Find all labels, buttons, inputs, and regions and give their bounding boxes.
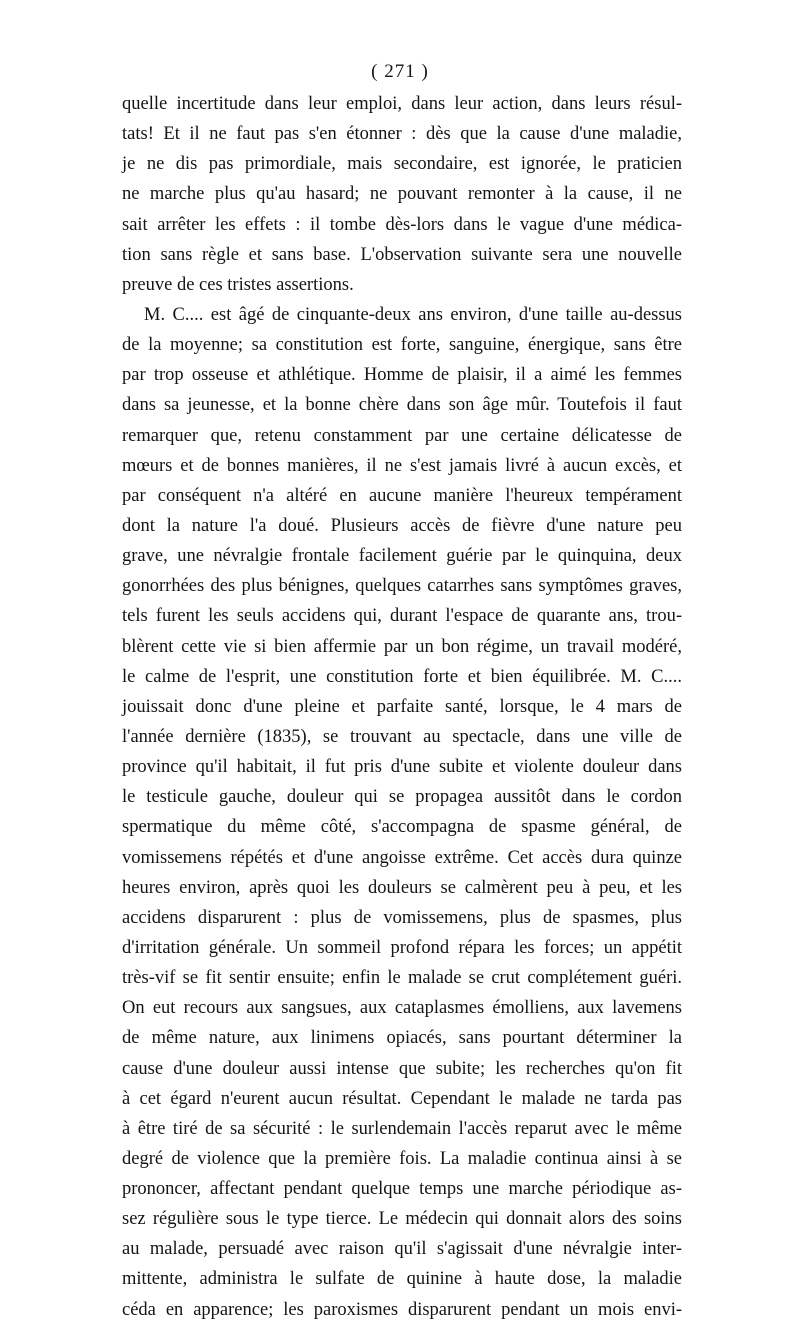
text-line: prononcer, affectant pendant quelque temps une marche périodique as- [122,1179,682,1200]
text-line: l'année dernière (1835), se trouvant au spectacle, dans une ville de [122,726,682,747]
text-line: province qu'il habitait, il fut pris d'une subite et violente douleur dans [122,757,682,778]
text-line: sez régulière sous le type tierce. Le médecin qui donnait alors des soins [122,1209,682,1230]
text-line: quelle incertitude dans leur emploi, dans leur action, dans leurs résul- [122,94,682,114]
text-line: au malade, persuadé avec raison qu'il s'agissait d'une névralgie inter- [122,1239,682,1260]
text-line: sait arrêter les effets : il tombe dès-lors dans le vague d'une médica- [122,214,682,235]
text-line: mœurs et de bonnes manières, il ne s'est jamais livré à aucun excès, et [122,455,682,476]
text-line: spermatique du même côté, s'accompagna de spasme général, de [122,817,682,838]
text-line: de même nature, aux linimens opiacés, sans pourtant déterminer la [122,1028,682,1049]
body-text [122,89,682,1325]
text-line: heures environ, après quoi les douleurs se calmèrent peu à peu, et les [122,877,682,898]
text-line: à cet égard n'eurent aucun résultat. Cependant le malade ne tarda pas [122,1088,682,1109]
text-line: remarquer que, retenu constamment par une certaine délicatesse de [122,425,682,446]
text-line: grave, une névralgie frontale facilement guérie par le quinquina, deux [122,546,682,567]
text-line: à être tiré de sa sécurité : le surlendemain l'accès reparut avec le même [122,1118,682,1139]
text-line: preuve de ces tristes assertions. [122,274,354,295]
text-line: le calme de l'esprit, une constitution forte et bien équilibrée. M. C.... [122,666,682,687]
text-line: le testicule gauche, douleur qui se propagea aussitôt dans le cordon [122,787,682,808]
text-line: M. C.... est âgé de cinquante-deux ans environ, d'une taille au-dessus [144,304,682,325]
text-line: gonorrhées des plus bénignes, quelques catarrhes sans symptômes graves, [122,576,682,597]
page-number: ( 271 ) [371,61,429,82]
text-line: d'irritation générale. Un sommeil profond répara les forces; un appétit [122,937,682,958]
text-line: par conséquent n'a altéré en aucune manière l'heureux tempérament [122,485,682,506]
text-line: blèrent cette vie si bien affermie par un bon régime, un travail modéré, [122,636,682,657]
text-line: tats! Et il ne faut pas s'en étonner : dès que la cause d'une maladie, [122,124,682,145]
text-line: par trop osseuse et athlétique. Homme de plaisir, il a aimé les femmes [122,365,682,386]
text-line: dont la nature l'a doué. Plusieurs accès de fièvre d'une nature peu [122,515,682,536]
text-line: tels furent les seuls accidens qui, durant l'espace de quarante ans, trou- [122,606,682,627]
text-line: On eut recours aux sangsues, aux cataplasmes émolliens, aux lavemens [122,998,682,1019]
text-line: très-vif se fit sentir ensuite; enfin le malade se crut complétement guéri. [122,968,682,989]
text-line: accidens disparurent : plus de vomissemens, plus de spasmes, plus [122,907,682,928]
text-line: mittente, administra le sulfate de quinine à haute dose, la maladie [122,1269,682,1290]
text-line: tion sans règle et sans base. L'observation suivante sera une nouvelle [122,244,682,265]
text-line: vomissemens répétés et d'une angoisse extrême. Cet accès dura quinze [122,847,682,868]
text-line: degré de violence que la première fois. La maladie continua ainsi à se [122,1148,682,1169]
text-line: céda en apparence; les paroxismes disparurent pendant un mois envi- [122,1299,682,1320]
text-line: de la moyenne; sa constitution est forte, sanguine, énergique, sans être [122,335,682,356]
text-line: je ne dis pas primordiale, mais secondaire, est ignorée, le praticien [122,154,682,175]
text-line: dans sa jeunesse, et la bonne chère dans son âge mûr. Toutefois il faut [122,395,682,416]
text-line: jouissait donc d'une pleine et parfaite santé, lorsque, le 4 mars de [122,696,682,717]
text-line: ne marche plus qu'au hasard; ne pouvant remonter à la cause, il ne [122,184,682,205]
text-line: cause d'une douleur aussi intense que subite; les recherches qu'on fit [122,1058,682,1079]
